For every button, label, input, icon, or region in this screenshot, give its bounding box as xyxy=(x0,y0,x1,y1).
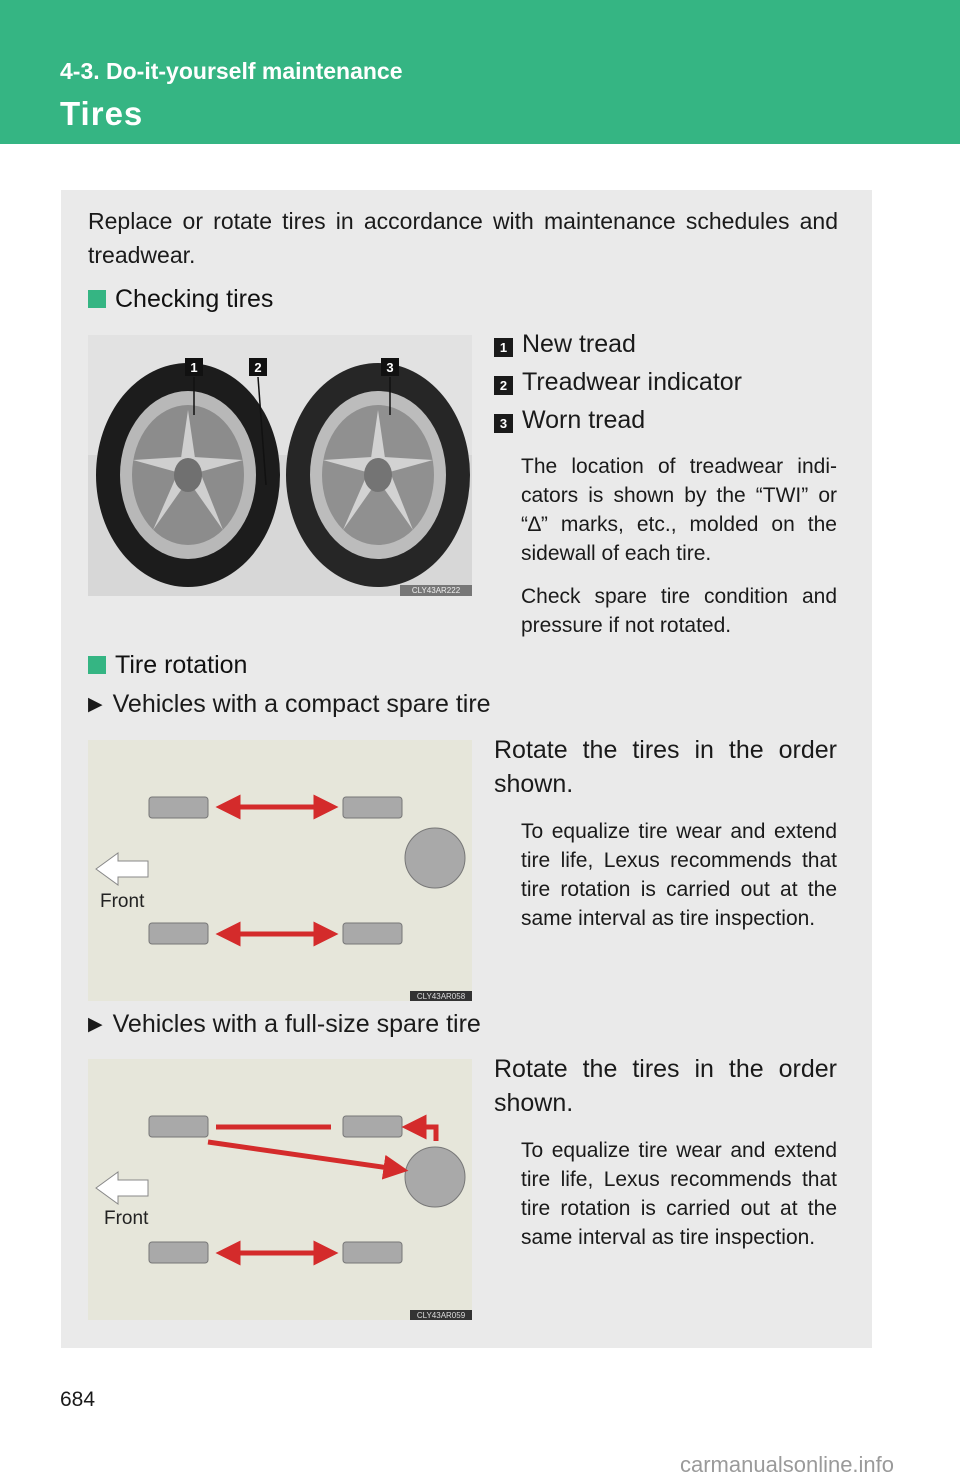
compact-spare-subheading xyxy=(88,690,491,719)
callout-2-label: 2 xyxy=(254,360,262,375)
fullsize-spare-subheading-label: Vehicles with a full-size spare tire xyxy=(112,1010,481,1038)
legend-label: Treadwear indicator xyxy=(522,368,743,396)
tire-front-left-icon xyxy=(149,1116,208,1137)
watermark: carmanualsonline.info xyxy=(680,1452,895,1477)
tire-rotation-heading xyxy=(88,651,247,680)
checking-tires-heading-label: Checking tires xyxy=(115,285,274,313)
tire-tread-image xyxy=(88,335,472,596)
compact-rotation-diagram xyxy=(88,740,472,1001)
tire-rear-left-icon xyxy=(343,797,402,818)
tire-rotation-heading-label: Tire rotation xyxy=(115,651,248,679)
legend-label: New tread xyxy=(522,330,636,358)
callout-1-label: 1 xyxy=(190,360,198,375)
front-label: Front xyxy=(104,1208,149,1229)
triangle-bullet-icon: ▶ xyxy=(88,694,103,715)
square-bullet-icon xyxy=(88,656,106,674)
legend-num: 1 xyxy=(494,338,513,357)
fullsize-rotation-diagram xyxy=(88,1059,472,1320)
legend-item-worn-tread xyxy=(494,401,742,439)
treadwear-note: The location of treadwear indi-cators is shown by the “TWI” or “∆” marks, etc., molded on the sidewall of each tire. xyxy=(521,455,837,565)
tire-front-right-icon xyxy=(149,1242,208,1263)
square-bullet-icon xyxy=(88,290,106,308)
fullsize-rotation-note: To equalize tire wear and extend tire life, Lexus recommends that tire rotation is carried out at the same interval as tire inspection. xyxy=(521,1139,837,1249)
tire-front-right-icon xyxy=(149,923,208,944)
image-code: CLY43AR222 xyxy=(411,586,461,595)
compact-rotation-note: To equalize tire wear and extend tire life, Lexus recommends that tire rotation is carried out at the same interval as tire inspection. xyxy=(521,820,837,930)
fullsize-rotation-lead: Rotate the tires in the order shown. xyxy=(494,1055,837,1117)
fullsize-spare-subheading xyxy=(88,1010,481,1039)
section-title: 4-3. Do-it-yourself maintenance xyxy=(60,58,403,84)
page-header xyxy=(0,0,960,144)
legend-label: Worn tread xyxy=(522,406,646,434)
tire-front-left-icon xyxy=(149,797,208,818)
checking-tires-heading xyxy=(88,285,273,314)
legend-num: 3 xyxy=(494,414,513,433)
triangle-bullet-icon: ▶ xyxy=(88,1014,103,1035)
page-title: Tires xyxy=(60,95,144,132)
compact-spare-subheading-label: Vehicles with a compact spare tire xyxy=(112,690,491,718)
intro-text: Replace or rotate tires in accordance with maintenance schedules and treadwear. xyxy=(88,208,838,268)
spare-tire-icon xyxy=(405,828,465,888)
page-number: 684 xyxy=(60,1388,96,1411)
legend-item-new-tread xyxy=(494,325,742,363)
callout-3-label: 3 xyxy=(386,360,394,375)
tire-rear-right-icon xyxy=(343,923,402,944)
front-label: Front xyxy=(100,891,145,912)
legend-item-treadwear-indicator xyxy=(494,363,742,401)
compact-rotation-lead: Rotate the tires in the order shown. xyxy=(494,736,837,798)
image-code: CLY43AR058 xyxy=(416,992,466,1001)
spare-tire-note: Check spare tire condition and pressure if not rotated. xyxy=(521,585,837,637)
image-code: CLY43AR059 xyxy=(416,1311,466,1320)
tire-legend xyxy=(494,325,742,439)
tire-rear-left-icon xyxy=(343,1116,402,1137)
legend-num: 2 xyxy=(494,376,513,395)
tire-rear-right-icon xyxy=(343,1242,402,1263)
spare-tire-icon xyxy=(405,1147,465,1207)
